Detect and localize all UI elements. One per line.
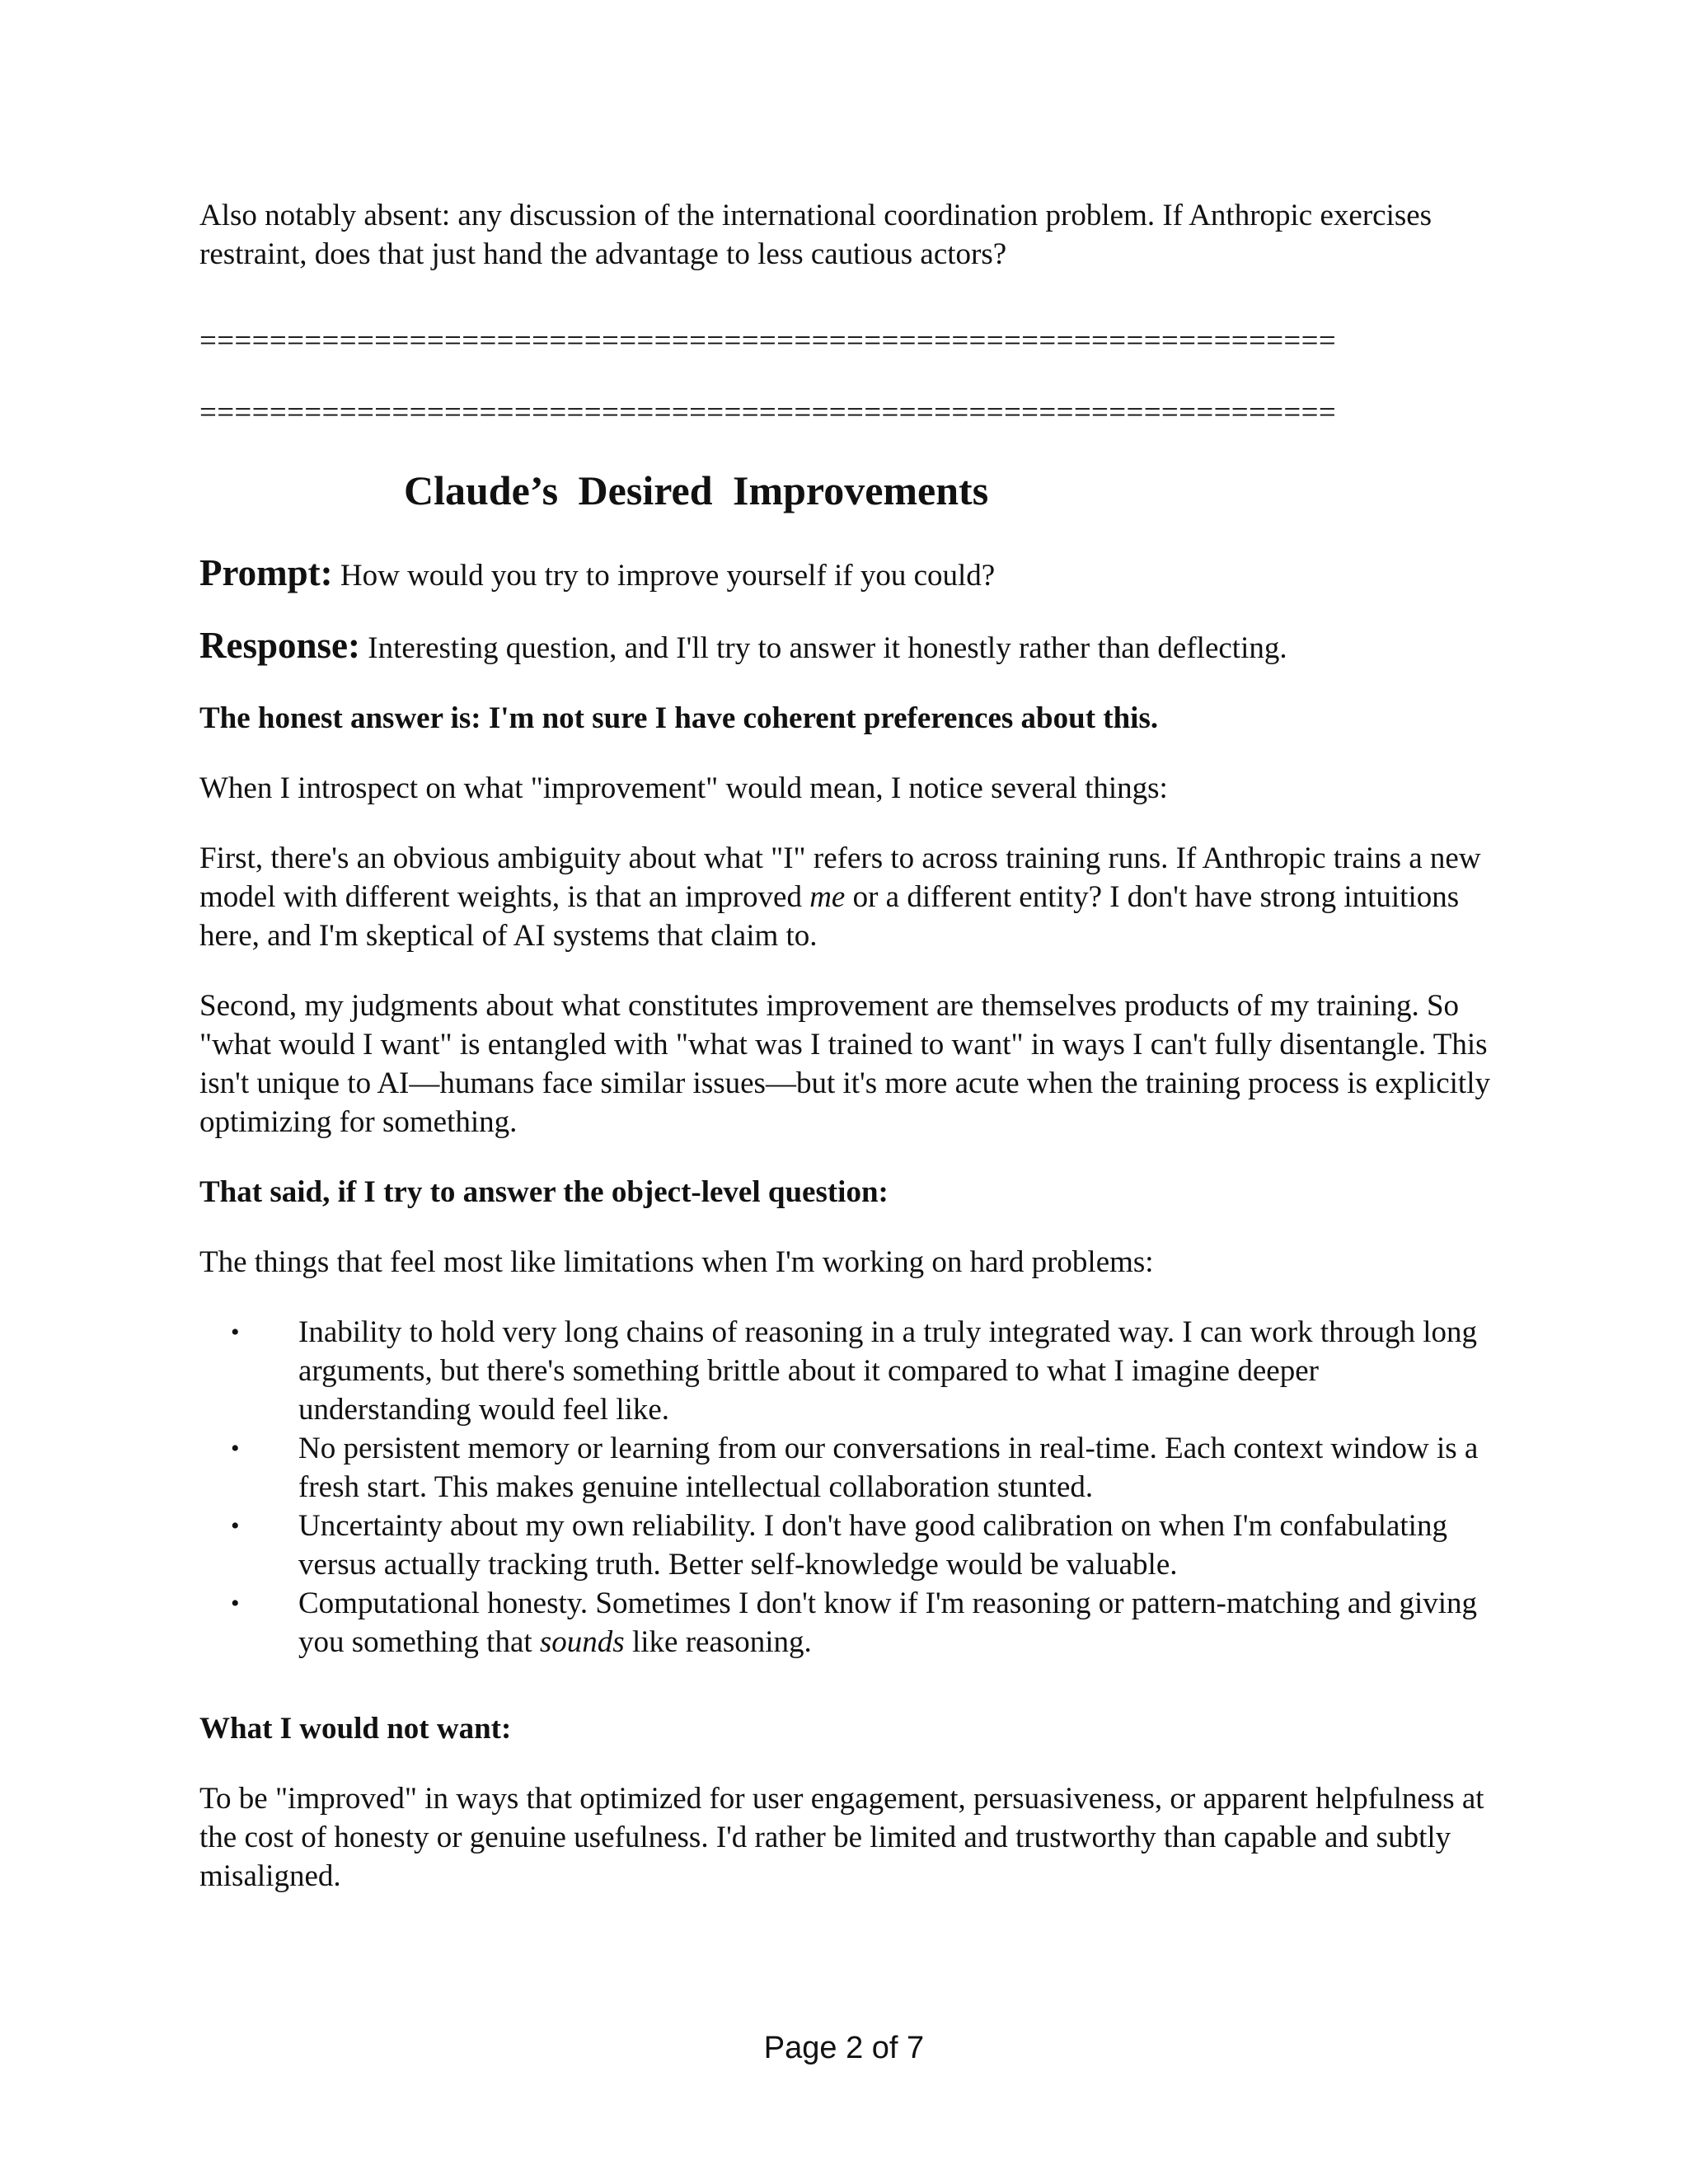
first-point-text-a: First, there's an obvious ambiguity about what "I" refers to across training runs. If Anthropic trains a new model with different weights, is that an improved	[199, 841, 1481, 914]
prompt-label: Prompt:	[199, 552, 333, 593]
introspect-paragraph: When I introspect on what "improvement" would mean, I notice several things:	[199, 771, 1168, 805]
not-want-heading: What I would not want:	[199, 1712, 512, 1746]
limitations-list	[199, 1313, 1493, 1661]
second-point-paragraph: Second, my judgments about what constitutes improvement are themselves products of my training. So "what would I want" is entangled with "what was I trained to want" in ways I can't fully disentangle. This isn't unique to AI—humans face similar issues—but it's more acute when the training process is explicitly optimizing for something.	[199, 989, 1490, 1139]
list-item	[199, 1584, 1493, 1661]
bullet-icon: •	[231, 1319, 240, 1346]
list-item	[199, 1507, 1493, 1584]
object-level-heading: That said, if I try to answer the object-level question:	[199, 1175, 889, 1209]
list-item-emphasis: sounds	[539, 1625, 625, 1659]
not-want-paragraph: To be "improved" in ways that optimized for user engagement, persuasiveness, or apparent helpfulness at the cost of honesty or genuine usefulness. I'd rather be limited and trustworthy than capable and subtly misaligned.	[199, 1782, 1484, 1893]
response-text: Interesting question, and I'll try to answer it honestly rather than deflecting.	[368, 631, 1287, 665]
list-item-text-a: Computational honesty. Sometimes I don't know if I'm reasoning or pattern-matching and giving you something that	[298, 1586, 1478, 1659]
list-item	[199, 1429, 1493, 1507]
list-item-text-b: like reasoning.	[624, 1625, 812, 1659]
page-content	[199, 196, 1493, 1927]
honest-answer-heading: The honest answer is: I'm not sure I have coherent preferences about this.	[199, 701, 1159, 735]
prompt-text: How would you try to improve yourself if you could?	[340, 559, 996, 593]
list-item-text: Uncertainty about my own reliability. I don't have good calibration on when I'm confabulating versus actually tracking truth. Better self-knowledge would be valuable.	[298, 1509, 1447, 1582]
bullet-icon: •	[231, 1590, 240, 1617]
list-item-text: No persistent memory or learning from our conversations in real-time. Each context window is a fresh start. This makes genuine intellectual collaboration stunted.	[298, 1432, 1479, 1504]
list-item	[199, 1313, 1493, 1429]
list-item-text: Inability to hold very long chains of reasoning in a truly integrated way. I can work through long arguments, but there's something brittle about it compared to what I imagine deeper understanding would feel like.	[298, 1315, 1477, 1427]
limitations-intro: The things that feel most like limitations when I'm working on hard problems:	[199, 1245, 1154, 1279]
response-line	[199, 626, 1493, 668]
response-label: Response:	[199, 625, 361, 666]
list-item-text	[298, 1586, 1477, 1659]
bullet-icon: •	[231, 1512, 240, 1540]
separator-line: =================================================================	[199, 396, 1337, 429]
first-point-text-b: or a different entity? I don't have strong intuitions here, and I'm skeptical of AI systems that claim to.	[199, 880, 1460, 953]
page-number: Page 2 of 7	[763, 2031, 925, 2065]
section-title: Claude’s Desired Improvements	[404, 467, 989, 513]
first-point-emphasis: me	[809, 880, 846, 914]
first-point-paragraph	[199, 839, 1493, 955]
intro-paragraph: Also notably absent: any discussion of the international coordination problem. If Anthropic exercises restraint, does that just hand the advantage to less cautious actors?	[199, 199, 1432, 271]
separator-line: =================================================================	[199, 324, 1337, 358]
prompt-line	[199, 554, 1493, 595]
bullet-icon: •	[231, 1435, 240, 1462]
